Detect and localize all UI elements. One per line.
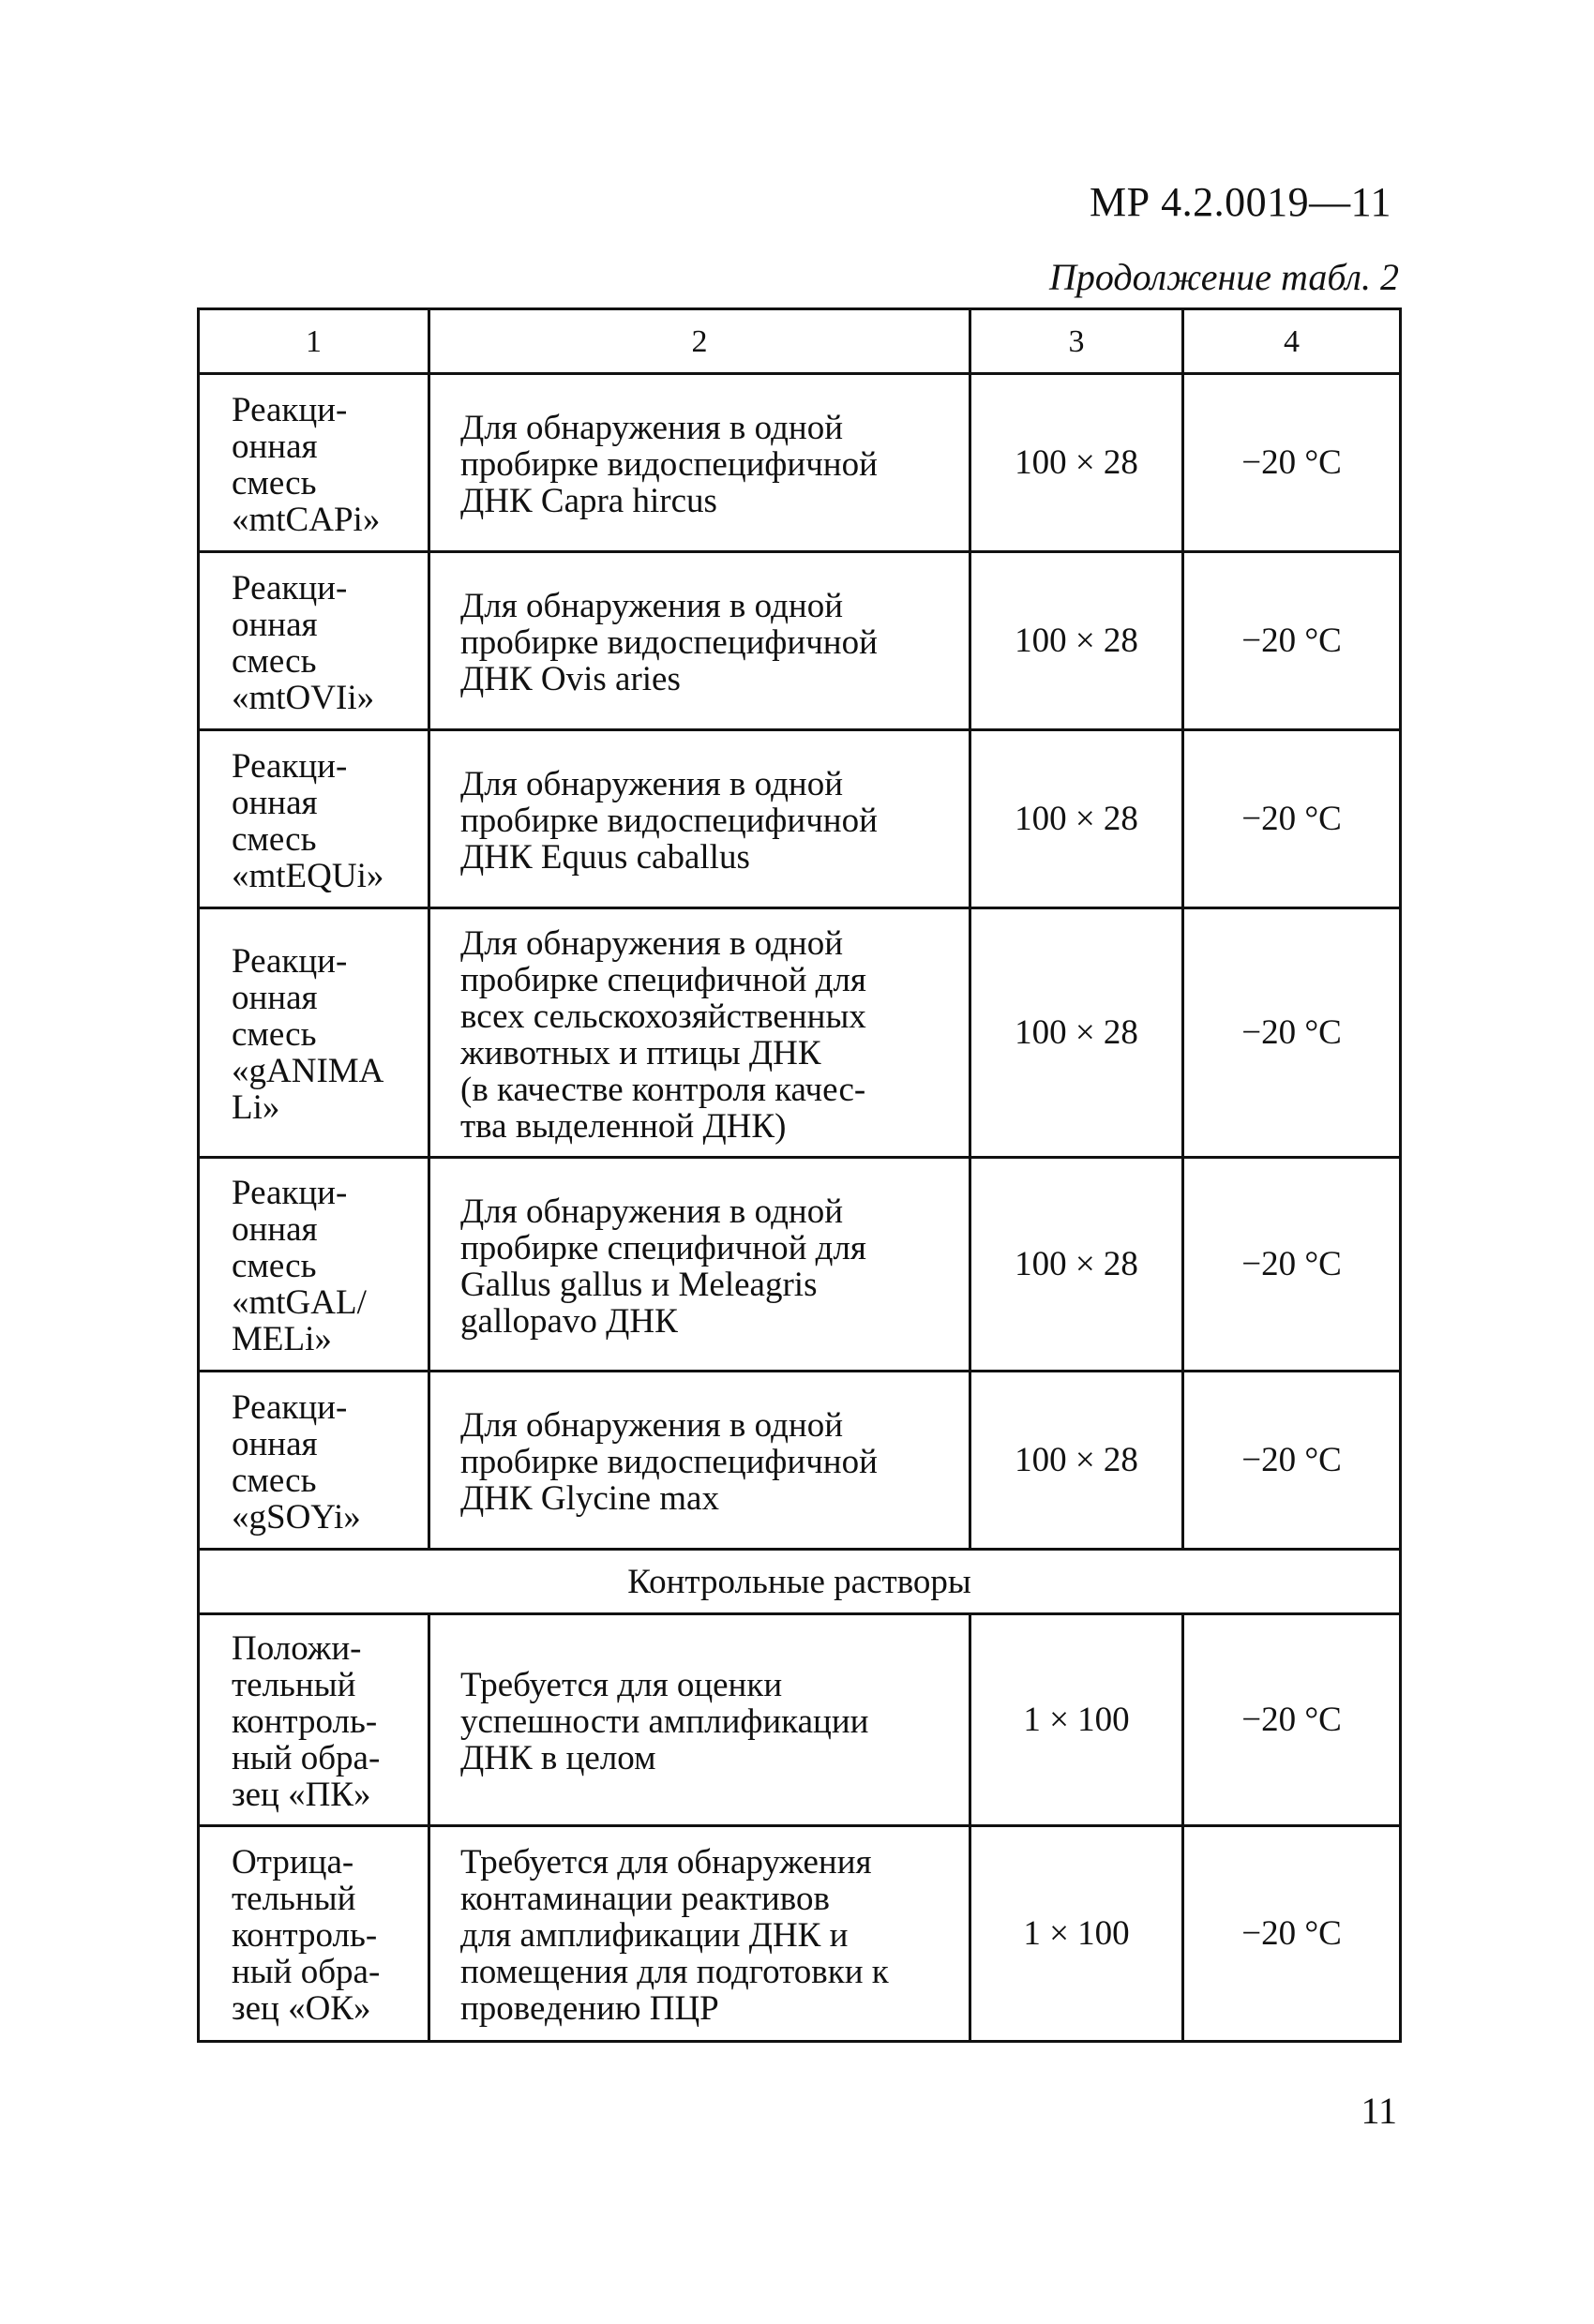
table-row [199,1158,1401,1372]
reagent-description: Для обнаружения в одной пробирке видоспецифичной ДНК Capra hircus [429,374,970,552]
control-name: Положи- тельный контроль- ный обра- зец «ПК» [199,1614,429,1826]
storage-temperature: −20 °С [1183,730,1401,908]
table-header-row [199,309,1401,374]
storage-temperature: −20 °С [1183,1158,1401,1372]
reagent-quantity: 100 × 28 [970,730,1183,908]
column-header-4: 4 [1183,309,1401,374]
storage-temperature: −20 °С [1183,1614,1401,1826]
control-description: Требуется для обнаружения контаминации реактивов для амплификации ДНК и помещения для подготовки к проведению ПЦР [429,1826,970,2042]
reagent-quantity: 100 × 28 [970,374,1183,552]
table-caption: Продолжение табл. 2 [1048,256,1399,298]
table-row [199,730,1401,908]
table-row [199,908,1401,1158]
reagent-quantity: 100 × 28 [970,552,1183,730]
column-header-3: 3 [970,309,1183,374]
reagent-quantity: 100 × 28 [970,1372,1183,1550]
control-description: Требуется для оценки успешности амплификации ДНК в целом [429,1614,970,1826]
reagent-description: Для обнаружения в одной пробирке специфичной для всех сельскохозяйственных животных и птицы ДНК (в качестве контроля качес- тва выделенной ДНК) [429,908,970,1158]
reagent-name: Реакци- онная смесь «gANIMA Li» [199,908,429,1158]
section-row [199,1550,1401,1614]
table-row [199,374,1401,552]
control-quantity: 1 × 100 [970,1826,1183,2042]
reagent-description: Для обнаружения в одной пробирке видоспецифичной ДНК Equus caballus [429,730,970,908]
storage-temperature: −20 °С [1183,1826,1401,2042]
reagent-name: Реакци- онная смесь «mtGAL/ MELi» [199,1158,429,1372]
table-row [199,552,1401,730]
section-title: Контрольные растворы [199,1550,1401,1614]
storage-temperature: −20 °С [1183,908,1401,1158]
storage-temperature: −20 °С [1183,1372,1401,1550]
storage-temperature: −20 °С [1183,374,1401,552]
reagent-name: Реакци- онная смесь «mtEQUi» [199,730,429,908]
reagent-name: Реакци- онная смесь «mtCAPi» [199,374,429,552]
table-row [199,1614,1401,1826]
reagent-name: Реакци- онная смесь «gSOYi» [199,1372,429,1550]
reagent-description: Для обнаружения в одной пробирке видоспецифичной ДНК Glycine max [429,1372,970,1550]
reagent-name: Реакци- онная смесь «mtOVIi» [199,552,429,730]
control-quantity: 1 × 100 [970,1614,1183,1826]
reagent-description: Для обнаружения в одной пробирке специфичной для Gallus gallus и Meleagris gallopavo ДНК [429,1158,970,1372]
column-header-2: 2 [429,309,970,374]
reagents-table [197,307,1402,2043]
reagent-description: Для обнаружения в одной пробирке видоспецифичной ДНК Ovis aries [429,552,970,730]
page-number: 11 [1361,2090,1397,2132]
column-header-1: 1 [199,309,429,374]
document-code: МР 4.2.0019—11 [1090,179,1391,225]
reagent-quantity: 100 × 28 [970,908,1183,1158]
storage-temperature: −20 °С [1183,552,1401,730]
table-row [199,1826,1401,2042]
reagent-quantity: 100 × 28 [970,1158,1183,1372]
table-row [199,1372,1401,1550]
control-name: Отрица- тельный контроль- ный обра- зец «ОК» [199,1826,429,2042]
